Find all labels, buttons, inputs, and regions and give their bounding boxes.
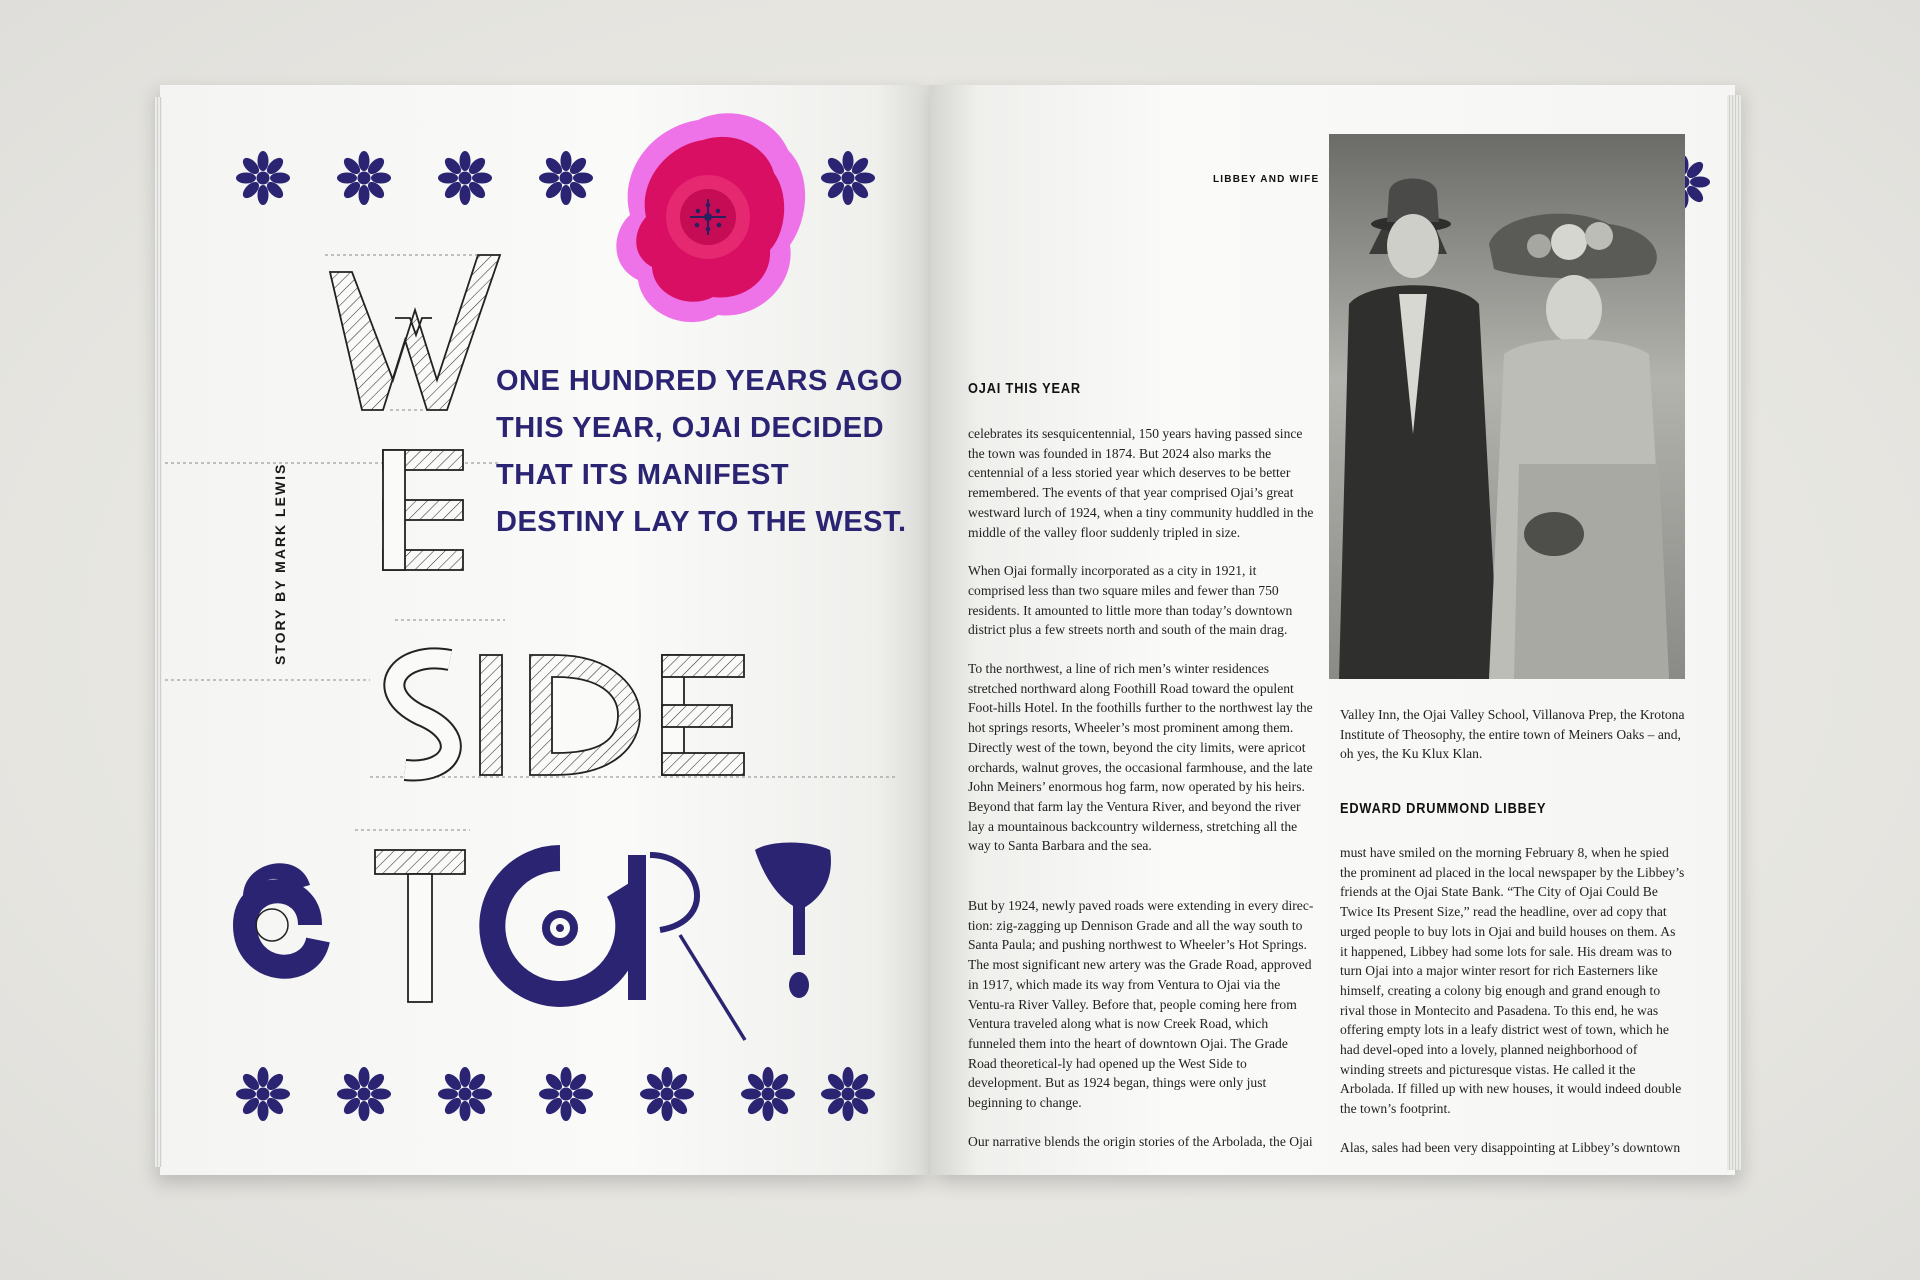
paragraph: Alas, sales had been very disappointing at Libbey’s downtown <box>1340 1139 1681 1155</box>
daisy-icon <box>539 1067 593 1121</box>
daisy-icon <box>640 1067 694 1121</box>
column-left <box>968 424 1316 1171</box>
photo-caption: LIBBEY AND WIFE <box>1213 174 1320 185</box>
title-word-story <box>243 843 831 1041</box>
title-letter-w <box>330 255 500 410</box>
daisy-icon <box>236 151 290 205</box>
column-right-lead: Valley Inn, the Ojai Valley School, Villanova Prep, the Krotona Institute of Theosophy, the entire town of Meiners Oaks – and, oh yes, the Ku Klux Klan. <box>1340 707 1685 762</box>
photo-libbey-and-wife <box>1329 134 1685 679</box>
title-word-side <box>394 655 744 775</box>
daisy-icon <box>236 1067 290 1121</box>
daisy-icon <box>821 151 875 205</box>
daisy-icon <box>741 1067 795 1121</box>
daisy-icon <box>438 151 492 205</box>
section-heading-libbey: EDWARD DRUMMOND LIBBEY <box>1340 800 1547 817</box>
daisy-icon <box>821 1067 875 1121</box>
byline: STORY BY MARK LEWIS <box>272 462 288 665</box>
column-right <box>1340 843 1685 1177</box>
paragraph: To the northwest, a line of rich men’s winter residences stretched northward along Foothill Road toward the opulent Foot-hills Hotel. In the foothills further to the northwest lay the hot springs resorts, Wheeler’s most prominent among them. Directly west of the town, beyond the city limits, were apricot orchards, walnut groves, the occasional farmhouse, and the late John Meiners’ enormous hog farm, now operated by his heirs. Beyond that farm lay the Ventura River, and beyond the river lay a mountainous backcountry wilderness, stretching all the way to Santa Barbara and the sea. <box>968 661 1313 854</box>
paragraph: But by 1924, newly paved roads were extending in every direc-tion: zig-zagging up Dennison Grade and all the way south to Santa Paula; and pushing northwest to Wheeler’s Hot Springs. The most significant new artery was the Grade Road, approved in 1917, which made its way from Ventura to Ojai via the Ventu-ra River Valley. Before that, people coming here from Ventura traveled along what is now Creek Road, which funneled them into the heart of downtown Ojai. The Grade Road theoretical-ly had opened up the West Side to development. But as 1924 began, things were only just beginning to change. <box>968 898 1314 1111</box>
article-dek: ONE HUNDRED YEARS AGO THIS YEAR, OJAI DECIDED THAT ITS MANIFEST DESTINY LAY TO THE WEST. <box>496 365 907 538</box>
daisy-icon <box>438 1067 492 1121</box>
section-heading-ojai: OJAI THIS YEAR <box>968 380 1081 397</box>
daisy-icon <box>539 151 593 205</box>
paragraph: celebrates its sesquicentennial, 150 years having passed since the town was founded in 1874. But 2024 also marks the centennial of a less storied year which deserves to be better remembered. The events of that year comprised Ojai’s great westward lurch of 1924, when a tiny community huddled in the middle of the valley floor suddenly tripled in size. <box>968 426 1314 540</box>
paragraph: When Ojai formally incorporated as a city in 1921, it comprised less than two square miles and fewer than 750 residents. It amounted to little more than today’s downtown district plus a few streets north and south of the main drag. <box>968 563 1293 638</box>
daisy-icon <box>337 1067 391 1121</box>
paragraph: must have smiled on the morning February 8, when he spied the prominent ad placed in the local newspaper by the Libbey’s friends at the Ojai State Bank. “The City of Ojai Could Be Twice Its Present Size,” read the headline, over ad copy that urged people to buy lots in Ojai and build houses on them. As it happened, Libbey had some lots for sale. His dream was to turn Ojai into a major winter resort for rich Easterners like himself, creating a colony big enough and grand enough to rival those in Montecito and Pasadena. To this end, he was offering empty lots in a leafy district west of town, which he had devel-oped into a lovely, planned neighborhood of winding streets and picturesque vistas. He called it the Arbolada. If filled up with new houses, it would indeed double the town’s footprint. <box>1340 845 1685 1117</box>
daisy-icon <box>337 151 391 205</box>
poppy-icon <box>616 113 805 322</box>
paragraph: Our narrative blends the origin stories of the Arbolada, the Ojai <box>968 1133 1313 1149</box>
title-letter-e <box>383 450 463 570</box>
photo-image <box>1329 134 1685 679</box>
